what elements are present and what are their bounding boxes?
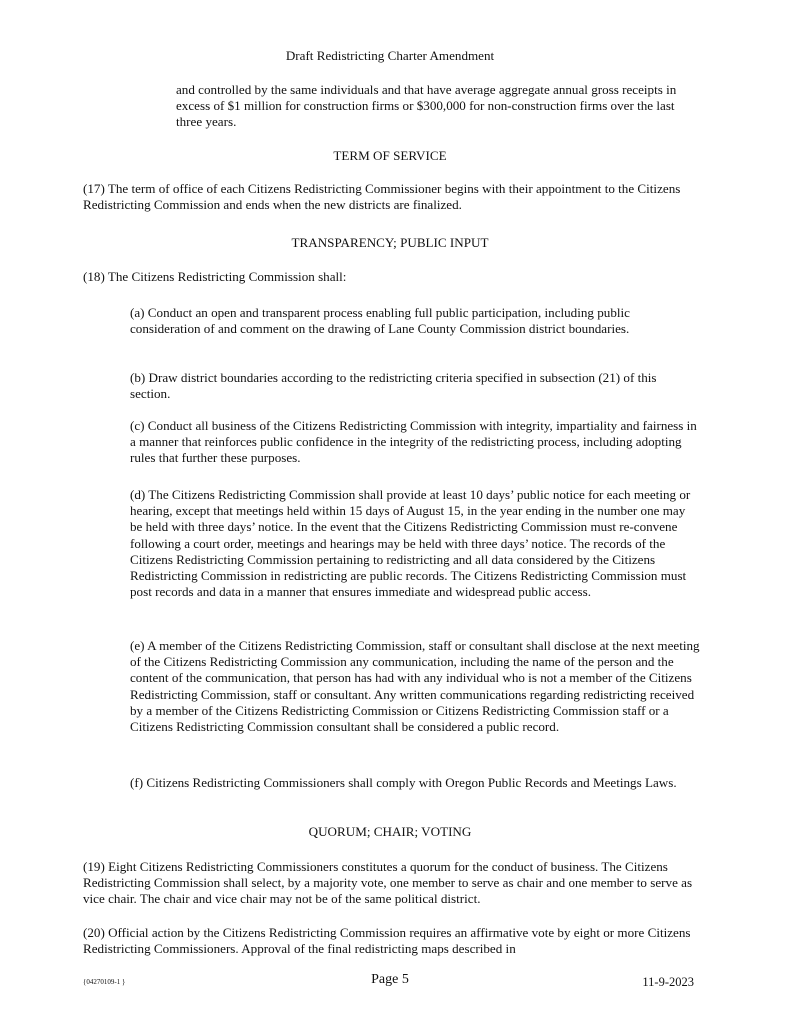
footer-date: 11-9-2023	[642, 975, 694, 989]
paragraph-18d: (d) The Citizens Redistricting Commission shall provide at least 10 days’ public notice for each meeting or hearing, except that meetings held within 15 days of August 15, in the year ending in the number one may be held with three days’ notice. In the event that the Citizens Redistricting Commission must re-convene following a court order, meetings and hearings may be held with three days’ notice. The records of the Citizens Redistricting Commission pertaining to redistricting and all data considered by the Citizens Redistricting Commission in redistricting are public records. The Citizens Redistricting Commission must post records and data in a manner that ensures immediate and widespread public access.	[130, 487, 691, 600]
page-header-title: Draft Redistricting Charter Amendment	[285, 48, 495, 63]
paragraph-19: (19) Eight Citizens Redistricting Commissioners constitutes a quorum for the conduct of business. The Citizens Redistricting Commission shall select, by a majority vote, one member to serve as chair and one member to serve as vice chair. The chair and vice chair may not be of the same political district.	[83, 859, 693, 907]
paragraph-18e: (e) A member of the Citizens Redistricting Commission, staff or consultant shall disclose at the next meeting of the Citizens Redistricting Commission any communication, including the name of the person and the content of the communication, that person has had with any individual who is not a member of the Citizens Redistricting Commission, staff or consultant. Any written communications regarding redistricting received by a member of the Citizens Redistricting Commission or Citizens Redistricting Commission staff or a Citizens Redistricting Commission consultant shall be considered a public record.	[130, 638, 700, 735]
paragraph-18b: (b) Draw district boundaries according to the redistricting criteria specified in subsection (21) of this section.	[130, 370, 657, 402]
term-of-service-heading: TERM OF SERVICE	[333, 148, 447, 163]
footer-page-number: Page 5	[371, 972, 409, 987]
quorum-heading: QUORUM; CHAIR; VOTING	[308, 824, 472, 839]
paragraph-20: (20) Official action by the Citizens Redistricting Commission requires an affirmative vote by eight or more Citizens Redistricting Commissioners. Approval of the final redistricting maps described in	[83, 925, 691, 957]
paragraph-18: (18) The Citizens Redistricting Commission shall:	[83, 269, 347, 284]
footer-document-id: {04270109-1 }	[83, 978, 126, 986]
paragraph-17: (17) The term of office of each Citizens Redistricting Commissioner begins with their appointment to the Citizens Redistricting Commission and ends when the new districts are finalized.	[83, 181, 681, 213]
transparency-heading: TRANSPARENCY; PUBLIC INPUT	[291, 235, 489, 250]
continuation-paragraph: and controlled by the same individuals and that have average aggregate annual gross receipts in excess of $1 million for construction firms or $300,000 for non-construction firms over the last three years.	[176, 82, 677, 130]
paragraph-18f: (f) Citizens Redistricting Commissioners shall comply with Oregon Public Records and Meetings Laws.	[130, 775, 677, 790]
paragraph-18a: (a) Conduct an open and transparent process enabling full public participation, including public consideration of and comment on the drawing of Lane County Commission district boundaries.	[130, 305, 630, 337]
paragraph-18c: (c) Conduct all business of the Citizens Redistricting Commission with integrity, impartiality and fairness in a manner that reinforces public confidence in the integrity of the redistricting process, including adopting rules that further these purposes.	[130, 418, 697, 466]
